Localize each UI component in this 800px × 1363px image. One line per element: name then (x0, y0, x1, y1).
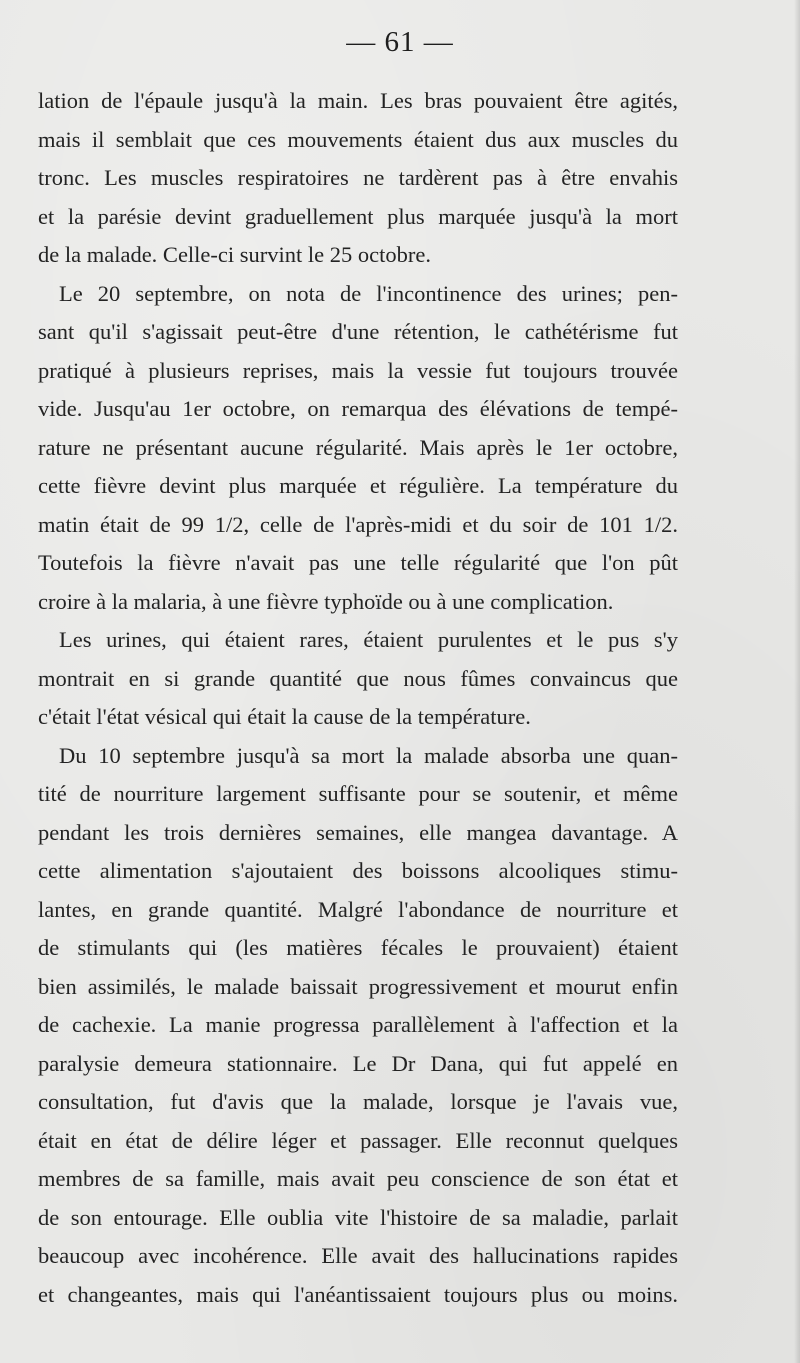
text-line: croire à la malaria, à une fièvre typhoïde ou à une complication. (38, 588, 614, 614)
body-text (38, 82, 678, 1314)
text-line: membres de sa famille, mais avait peu conscience de son état et (38, 1166, 678, 1191)
text-line: consultation, fut d'avis que la malade, lorsque je l'avais vue, (38, 1089, 678, 1114)
text-line: était en état de délire léger et passager. Elle reconnut quelques (38, 1127, 678, 1153)
text-line: de cachexie. La manie progressa parallèlement à l'affection et la (38, 1012, 678, 1037)
text-line: bien assimilés, le malade baissait progressivement et mourut enfin (38, 973, 678, 999)
text-line: Du 10 septembre jusqu'à sa mort la malade absorba une quan- (59, 742, 678, 768)
text-line: tronc. Les muscles respiratoires ne tardèrent pas à être envahis (38, 165, 678, 190)
text-line: rature ne présentant aucune régularité. Mais après le 1er octobre, (38, 434, 678, 460)
text-line: lation de l'épaule jusqu'à la main. Les bras pouvaient être agités, (38, 88, 678, 113)
text-line: lantes, en grande quantité. Malgré l'abondance de nourriture et (38, 896, 678, 922)
text-line: Toutefois la fièvre n'avait pas une telle régularité que l'on pût (38, 550, 678, 575)
text-line: montrait en si grande quantité que nous fûmes convaincus que (38, 665, 678, 691)
text-line: de la malade. Celle-ci survint le 25 octobre. (38, 242, 431, 267)
text-line: beaucoup avec incohérence. Elle avait des hallucinations rapides (38, 1243, 678, 1268)
text-line: matin était de 99 1/2, celle de l'après-midi et du soir de 101 1/2. (38, 511, 678, 537)
text-line: pratiqué à plusieurs reprises, mais la vessie fut toujours trouvée (38, 357, 678, 383)
text-line: vide. Jusqu'au 1er octobre, on remarqua des élévations de tempé- (38, 396, 678, 421)
text-line: cette alimentation s'ajoutaient des boissons alcooliques stimu- (38, 858, 678, 883)
page-number: — 61 — (346, 26, 454, 58)
text-line: c'était l'état vésical qui était la cause de la température. (38, 704, 531, 729)
text-line: tité de nourriture largement suffisante pour se soutenir, et même (38, 781, 678, 806)
text-line: cette fièvre devint plus marquée et régulière. La température du (38, 473, 678, 498)
text-line: Les urines, qui étaient rares, étaient purulentes et le pus s'y (59, 627, 678, 652)
text-line: de stimulants qui (les matières fécales le prouvaient) étaient (38, 935, 678, 960)
text-line: de son entourage. Elle oublia vite l'histoire de sa maladie, parlait (38, 1204, 678, 1230)
page-edge-shadow (794, 0, 800, 1363)
text-line: sant qu'il s'agissait peut-être d'une rétention, le cathétérisme fut (38, 319, 678, 344)
text-line: pendant les trois dernières semaines, elle mangea davantage. A (38, 819, 678, 845)
text-line: Le 20 septembre, on nota de l'incontinence des urines; pen- (59, 280, 678, 306)
text-line: et changeantes, mais qui l'anéantissaient toujours plus ou moins. (38, 1281, 678, 1307)
text-line: paralysie demeura stationnaire. Le Dr Dana, qui fut appelé en (38, 1050, 678, 1076)
text-line: et la parésie devint graduellement plus marquée jusqu'à la mort (38, 203, 678, 229)
text-line: mais il semblait que ces mouvements étaient dus aux muscles du (38, 126, 678, 152)
